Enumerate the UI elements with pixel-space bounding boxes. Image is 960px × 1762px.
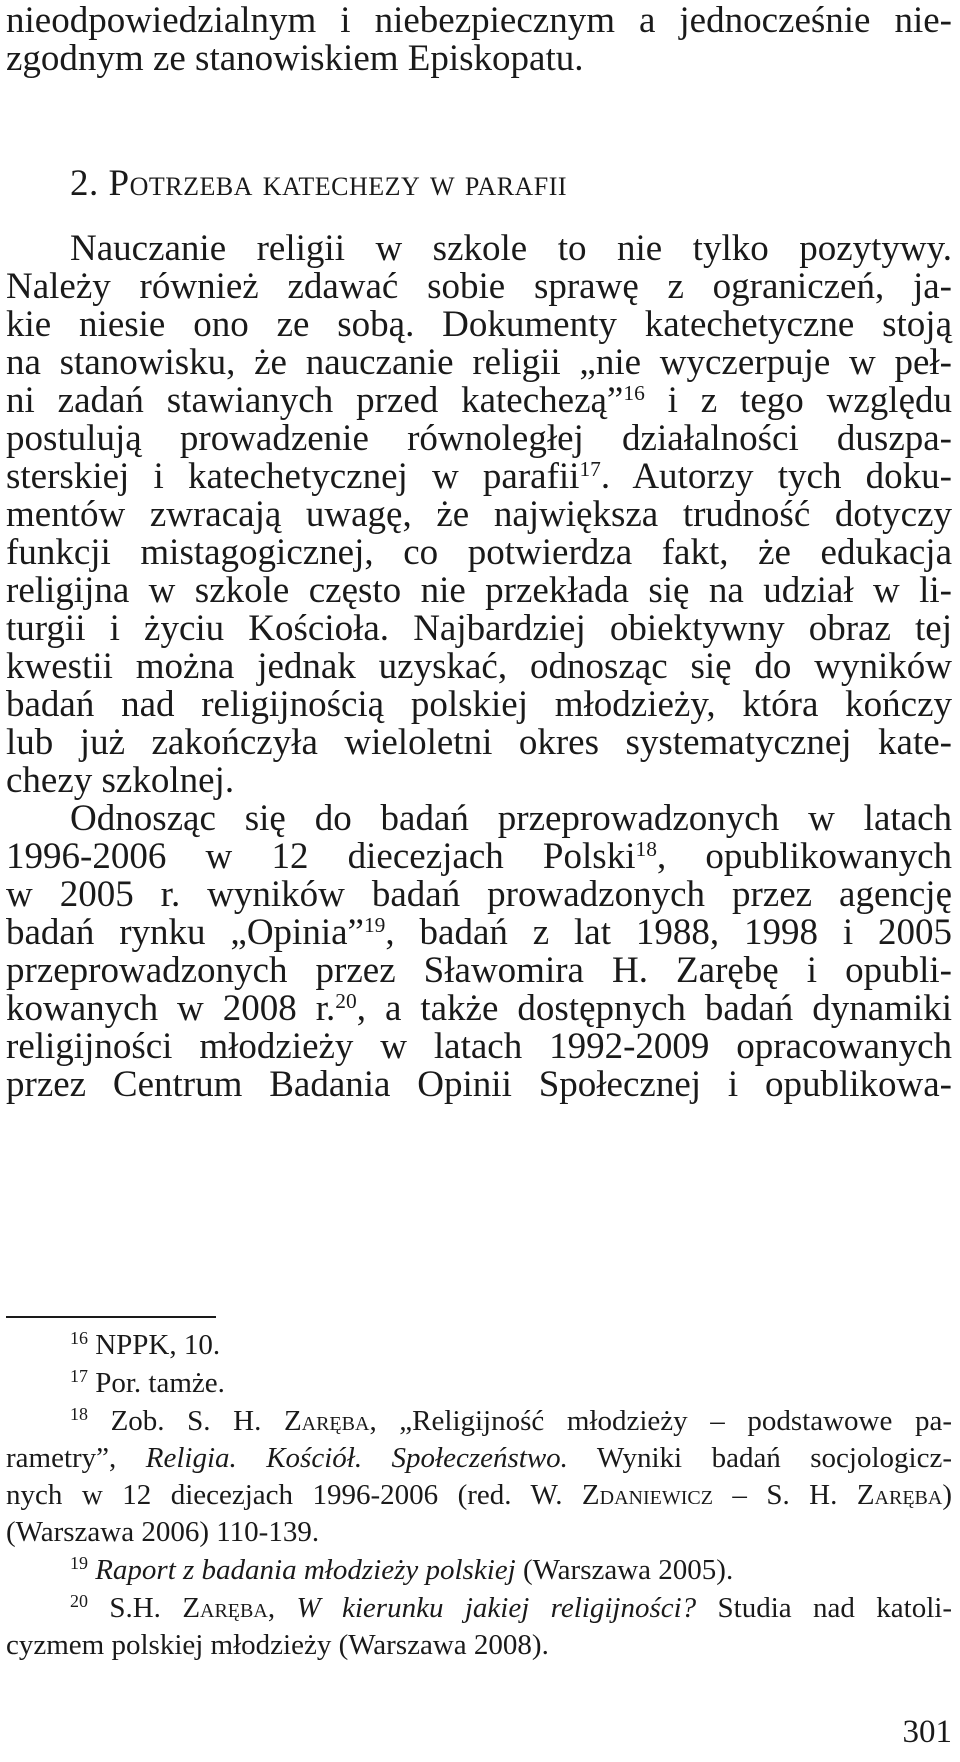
- footnote-number-20: 20: [70, 1591, 88, 1612]
- intro-line-1: nieodpowiedzialnym i niebezpiecznym a jednocześnie nie-: [6, 0, 952, 41]
- footnote-19-text: (Warszawa 2005).: [515, 1554, 734, 1586]
- body-line-4: na stanowisku, że nauczanie religii „nie wyczerpuje w peł-: [6, 342, 952, 383]
- footnote-ref-16: 16: [623, 381, 645, 406]
- footnote-17: [6, 1366, 952, 1400]
- footnote-18-subtitle-end: nych w 12 diecezjach 1996-2006 (red. W.: [6, 1479, 582, 1511]
- body-line-20: przeprowadzonych przez Sławomira H. Zarębę i opubli-: [6, 950, 952, 991]
- footnote-18-separator: – S. H.: [712, 1479, 857, 1511]
- footnote-20-line-2: cyzmem polskiej młodzieży (Warszawa 2008).: [6, 1629, 549, 1661]
- footnote-20-author: Zaręba: [182, 1592, 268, 1624]
- footnote-number-17: 17: [70, 1366, 88, 1387]
- body-line-18: w 2005 r. wyników badań prowadzonych przez agencję: [6, 874, 952, 915]
- body-line-3: kie niesie ono ze sobą. Dokumenty katechetyczne stoją: [6, 304, 952, 345]
- body-line-12: kwestii można jednak uzyskać, odnosząc się do wyników: [6, 646, 952, 687]
- body-line-9: funkcji mistagogicznej, co potwierdza fakt, że edukacja: [6, 532, 952, 573]
- body-line-21-text-b: , a także dostępnych badań dynamiki: [356, 988, 952, 1029]
- footnote-18-title-end: rametry”,: [6, 1442, 146, 1474]
- section-number: 2.: [70, 163, 99, 204]
- section-title-rest: otrzeba katechezy w parafii: [129, 163, 568, 204]
- body-line-17-text-a: 1996-2006 w 12 diecezjach Polski: [6, 836, 636, 877]
- footnote-20-title: W kierunku jakiej religijności?: [296, 1592, 697, 1624]
- footnote-16: [6, 1328, 952, 1362]
- footnote-ref-18: 18: [635, 837, 657, 862]
- body-line-23: przez Centrum Badania Opinii Społecznej i opublikowa-: [6, 1064, 952, 1105]
- body-line-17: [6, 836, 952, 878]
- footnote-16-text: NPPK, 10.: [87, 1329, 221, 1361]
- body-line-19: [6, 912, 952, 954]
- body-line-22: religijności młodzieży w latach 1992-2009 opracowanych: [6, 1026, 952, 1067]
- body-line-8: mentów zwracają uwagę, że największa trudność dotyczy: [6, 494, 952, 535]
- footnote-20-comma: ,: [267, 1592, 297, 1624]
- book-page: [6, 0, 952, 1762]
- footnote-number-18: 18: [70, 1404, 88, 1425]
- body-line-14: lub już zakończyła wieloletni okres systematycznej kate-: [6, 722, 952, 763]
- body-line-21-text-a: kowanych w 2008 r.: [6, 988, 336, 1029]
- body-line-5-text-a: ni zadań stawianych przed katechezą”: [6, 380, 624, 421]
- footnote-18-line-2: [6, 1441, 952, 1475]
- footnote-18-prefix: Zob. S. H.: [87, 1405, 284, 1437]
- body-line-5-text-b: i z tego względu: [644, 380, 952, 421]
- body-line-5: [6, 380, 952, 422]
- footnote-18-line-1: [6, 1404, 952, 1438]
- footnote-18-book-title: Religia. Kościół. Społeczeństwo.: [145, 1442, 568, 1474]
- body-line-17-text-b: , opublikowanych: [656, 836, 953, 877]
- footnote-18-paren: ): [942, 1479, 953, 1511]
- body-line-10: religijna w szkole często nie przekłada się na udział w li-: [6, 570, 952, 611]
- body-line-11: turgii i życiu Kościoła. Najbardziej obiektywny obraz tej: [6, 608, 952, 649]
- body-line-2: Należy również zdawać sobie sprawę z ograniczeń, ja-: [6, 266, 952, 307]
- footnote-ref-17: 17: [579, 457, 601, 482]
- body-line-16: Odnosząc się do badań przeprowadzonych w latach: [70, 798, 952, 839]
- body-line-19-text-a: badań rynku „Opinia”: [6, 912, 364, 953]
- section-title-initial: P: [108, 163, 130, 204]
- body-line-19-text-b: , badań z lat 1988, 1998 i 2005: [385, 912, 952, 953]
- page-number: 301: [902, 1714, 952, 1750]
- footnote-18-editor-1: Zdaniewicz: [581, 1479, 713, 1511]
- footnote-number-19: 19: [70, 1553, 88, 1574]
- body-line-7-text-a: sterskiej i katechetycznej w parafii: [6, 456, 580, 497]
- footnote-separator: [6, 1316, 216, 1318]
- footnote-18-author: Zaręba: [283, 1405, 370, 1437]
- footnote-20-line-1: [6, 1591, 952, 1625]
- footnote-19: [6, 1553, 952, 1587]
- body-line-13: badań nad religijnością polskiej młodzieży, która kończy: [6, 684, 952, 725]
- body-line-6: postulują prowadzenie równoległej działalności duszpa-: [6, 418, 952, 459]
- footnote-18-title: , „Religijność młodzieży – podstawowe pa-: [369, 1405, 952, 1437]
- footnote-18-line-3: [6, 1478, 952, 1512]
- footnote-ref-19: 19: [363, 913, 386, 938]
- footnote-number-16: 16: [70, 1328, 88, 1349]
- footnote-20-prefix: S.H.: [87, 1592, 183, 1624]
- body-line-7: [6, 456, 952, 498]
- footnote-20-subtitle: Studia nad katoli-: [696, 1592, 953, 1624]
- footnote-18-subtitle: Wyniki badań socjologicz-: [567, 1442, 952, 1474]
- footnote-18-editor-2: Zaręba: [856, 1479, 943, 1511]
- body-line-1: Nauczanie religii w szkole to nie tylko pozytywy.: [70, 228, 952, 269]
- footnote-19-title: Raport z badania młodzieży polskiej: [87, 1554, 516, 1586]
- intro-line-2: zgodnym ze stanowiskiem Episkopatu.: [6, 38, 584, 79]
- body-line-21: [6, 988, 952, 1030]
- footnote-17-text: Por. tamże.: [87, 1367, 225, 1399]
- section-heading: [70, 163, 567, 205]
- footnote-ref-20: 20: [335, 989, 357, 1014]
- body-line-15: chezy szkolnej.: [6, 760, 235, 801]
- body-line-7-text-b: . Autorzy tych doku-: [600, 456, 952, 497]
- footnote-18-line-4: (Warszawa 2006) 110-139.: [6, 1516, 320, 1548]
